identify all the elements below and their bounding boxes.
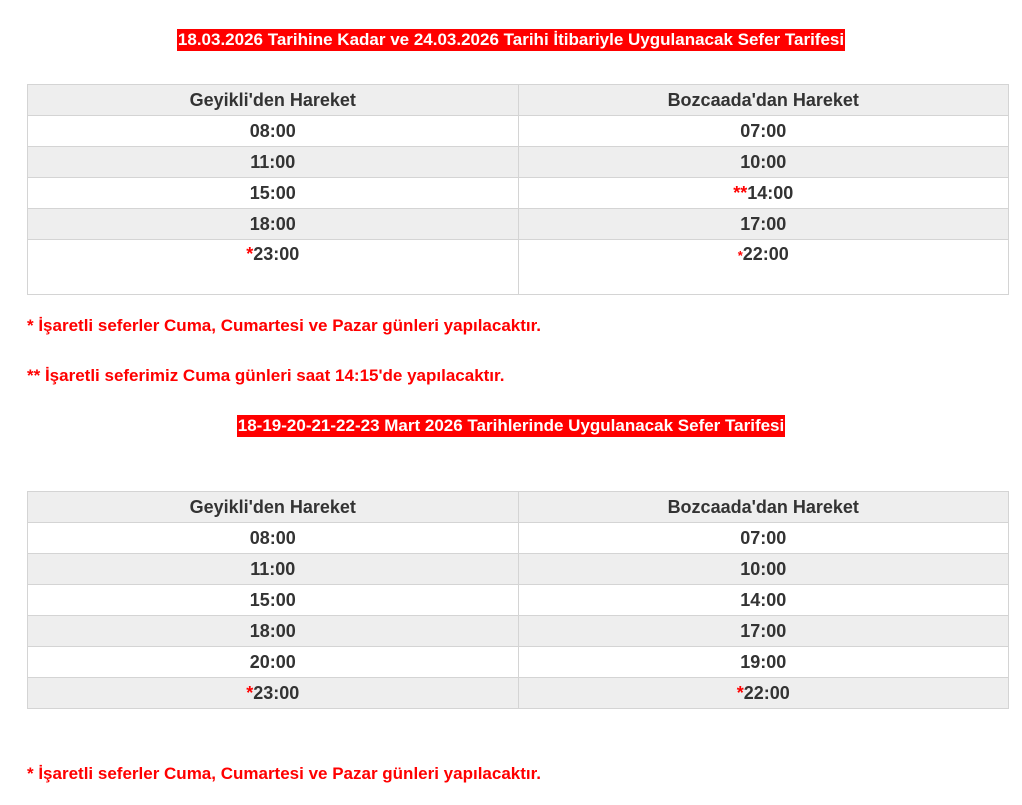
departure-bozcaada: 10:00 xyxy=(518,554,1009,585)
departure-bozcaada: 07:00 xyxy=(518,116,1009,147)
departure-geyikli: *23:00 xyxy=(28,678,519,709)
header-geyikli: Geyikli'den Hareket xyxy=(28,85,519,116)
table-row xyxy=(28,116,1009,147)
departure-bozcaada: 14:00 xyxy=(518,585,1009,616)
table-row xyxy=(28,240,1009,295)
schedule-table-1 xyxy=(27,84,1009,295)
asterisk-mark: * xyxy=(246,244,254,264)
departure-geyikli: 15:00 xyxy=(28,585,519,616)
table-row xyxy=(28,209,1009,240)
schedule-table-2 xyxy=(27,491,1009,709)
table-row xyxy=(28,585,1009,616)
table-row xyxy=(28,523,1009,554)
departure-bozcaada: 17:00 xyxy=(518,209,1009,240)
table-row xyxy=(28,647,1009,678)
asterisk-mark: * xyxy=(737,248,743,263)
departure-bozcaada: 10:00 xyxy=(518,147,1009,178)
footnote-single-asterisk: * İşaretli seferler Cuma, Cumartesi ve Pazar günleri yapılacaktır. xyxy=(27,316,542,335)
double-asterisk-mark: ** xyxy=(733,182,748,203)
section2-title-wrap xyxy=(0,415,1022,437)
table-row xyxy=(28,554,1009,585)
table-header-row xyxy=(28,492,1009,523)
departure-geyikli: 18:00 xyxy=(28,616,519,647)
departure-geyikli: 11:00 xyxy=(28,554,519,585)
asterisk-mark: * xyxy=(736,682,744,703)
header-geyikli: Geyikli'den Hareket xyxy=(28,492,519,523)
departure-geyikli: *23:00 xyxy=(28,240,519,295)
departure-bozcaada: *22:00 xyxy=(518,240,1009,295)
departure-geyikli: 15:00 xyxy=(28,178,519,209)
table-row xyxy=(28,616,1009,647)
departure-bozcaada: *22:00 xyxy=(518,678,1009,709)
section2-title: 18-19-20-21-22-23 Mart 2026 Tarihlerinde Uygulanacak Sefer Tarifesi xyxy=(237,416,785,435)
table-header-row xyxy=(28,85,1009,116)
table-row xyxy=(28,147,1009,178)
departure-geyikli: 08:00 xyxy=(28,523,519,554)
departure-geyikli: 18:00 xyxy=(28,209,519,240)
footnote-single-asterisk-2: * İşaretli seferler Cuma, Cumartesi ve Pazar günleri yapılacaktır. xyxy=(27,764,542,783)
departure-bozcaada: **14:00 xyxy=(518,178,1009,209)
section1-title: 18.03.2026 Tarihine Kadar ve 24.03.2026 Tarihi İtibariyle Uygulanacak Sefer Tarifesi xyxy=(177,30,845,49)
departure-bozcaada: 19:00 xyxy=(518,647,1009,678)
header-bozcaada: Bozcaada'dan Hareket xyxy=(518,85,1009,116)
departure-geyikli: 20:00 xyxy=(28,647,519,678)
header-bozcaada: Bozcaada'dan Hareket xyxy=(518,492,1009,523)
footnote-double-asterisk: ** İşaretli seferimiz Cuma günleri saat 14:15'de yapılacaktır. xyxy=(27,366,505,385)
departure-geyikli: 11:00 xyxy=(28,147,519,178)
table-row xyxy=(28,178,1009,209)
section1-title-wrap xyxy=(0,29,1022,51)
departure-geyikli: 08:00 xyxy=(28,116,519,147)
departure-bozcaada: 07:00 xyxy=(518,523,1009,554)
table-row xyxy=(28,678,1009,709)
asterisk-mark: * xyxy=(246,682,254,703)
departure-bozcaada: 17:00 xyxy=(518,616,1009,647)
